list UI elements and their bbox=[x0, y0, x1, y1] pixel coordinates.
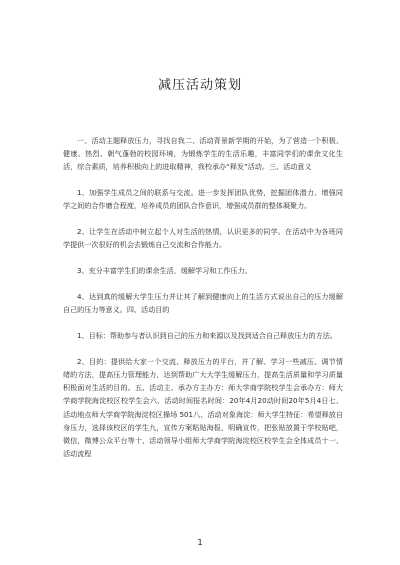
paragraph-theme-background: 一、活动主题释放压力，寻找自我二、活动背景新学期的开始，为了营造一个积极、健康、热烈、朝气蓬勃的校园环境，为锻炼学生的生活乐趣，丰富同学们的课余文化生活，综合素质，培养积极向上的进取精神，我校承办“释发”活动。三、活动意义 bbox=[63, 136, 343, 172]
paragraph-significance-3: 3、充分丰富学生们的课余生活，缓解学习和工作压力。 bbox=[77, 266, 252, 276]
page-number: 1 bbox=[197, 538, 203, 547]
paragraph-significance-2: 2、让学生在活动中树立起个人对生活的热情，认识更多的同学。在活动中为各班同学提供一次很好的机会去锻炼自己交流和合作能力。 bbox=[63, 227, 343, 250]
paragraph-purpose-details: 2、目的：提供给大家一个交流、释放压力的平台，并了解、学习一些减压、调节情绪的方法，提高压力管理能力，达到帮助广大大学生缓解压力，提高生活质量和学习质量积极面对生活的目的。五、活动主、承办方主办方：师大学商学院校学生会承办方：师大学商学院海淀校区校学生会六、活动时间报名时间：20年4月20动时间20年5月4日七、活动地点师大学商学院海淀校区操场 501八、活动对象海淀：师大学生特征：希望释放自身压力，选择该校区的学生九，宣传方案粘贴海报，明确宣传，把张贴放置于学校贴吧，微信，微博公众平台等十、活动领导小组师大学商学院海淀校区校学生会全体成员十一、活动流程 bbox=[63, 356, 343, 459]
paragraph-significance-1: 1、加强学生成员之间的联系与交流。进一步发挥团队优势，挖掘团体潜力、增强同学之间的合作磨合程度，培养成员的团队合作意识，增强成员群的整体凝聚力。 bbox=[63, 188, 343, 211]
document-body bbox=[63, 134, 343, 473]
paragraph-significance-4: 4、达到真的缓解大学生压力并让其了解到健康向上的生活方式说出自己的压力缓解自己的压力等意义。四、活动目的 bbox=[63, 292, 343, 315]
document-title: 减压活动策划 bbox=[157, 78, 242, 93]
paragraph-goal: 1、目标：帮助参与者认识到自己的压力和来源以及找到适合自己释放压力的方法。 bbox=[77, 331, 337, 340]
